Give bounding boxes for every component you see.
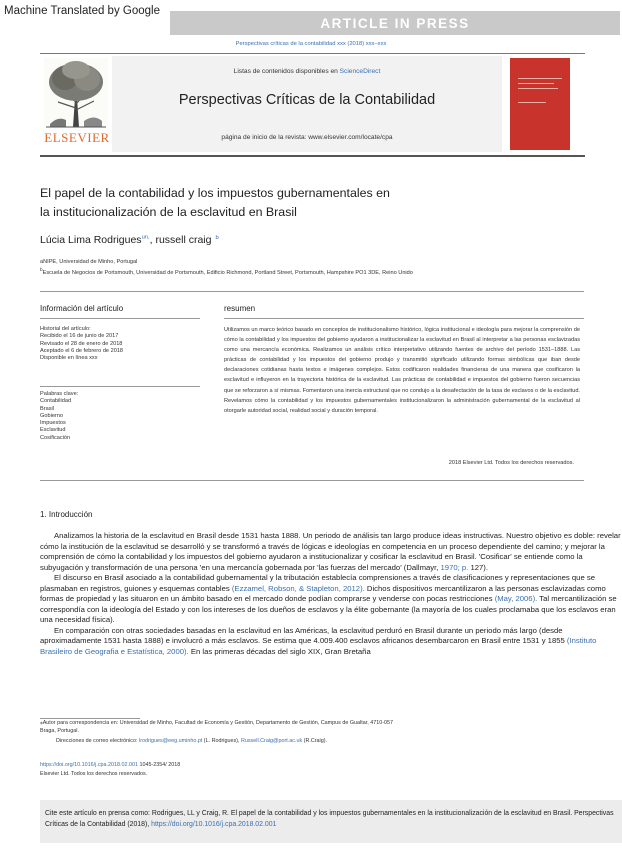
- introduction-heading: 1. Introducción: [40, 510, 93, 519]
- abstract-divider: [224, 318, 584, 319]
- history-line: Recibido el 16 de junio de 2017: [40, 333, 119, 340]
- history-line: Disponible en línea xxx: [40, 355, 98, 362]
- keywords-divider: [40, 386, 200, 387]
- sciencedirect-link[interactable]: ScienceDirect: [339, 68, 381, 75]
- keyword: Impuestos: [40, 420, 66, 427]
- author-affiliation-marker[interactable]: b: [215, 234, 219, 241]
- article-title-line: El papel de la contabilidad y los impuestos gubernamentales en: [40, 186, 390, 200]
- section-divider: [40, 291, 584, 292]
- citation-text: Cite este artículo en prensa como: Rodrigues, LL y Craig, R. El papel de la contabilidad y los impuestos gubernamentales en la institucionalización de la esclavitud en Brasil. Perspectivas Críticas de la Contabilidad (2018),: [45, 810, 614, 828]
- footnote-text: Autor para correspondencia en: Universidad de Minho, Facultad de Economía y Gestión, Departamento de Gestión, Campus de Gualtar, 4710-057: [42, 720, 393, 726]
- history-line: Historial del artículo:: [40, 326, 91, 332]
- article-title: [40, 184, 600, 222]
- article-info-heading: Información del artículo: [40, 304, 124, 313]
- author-affiliation-marker[interactable]: un,: [141, 234, 150, 241]
- keywords-label: Palabras clave:: [40, 391, 79, 397]
- email-owner: (R.Craig).: [302, 738, 328, 744]
- machine-translated-label: Machine Translated by Google: [4, 5, 160, 17]
- footnote-line: ⁎Autor para correspondencia en: Universidad de Minho, Facultad de Economía y Gestión, Departamento de Gestión, Campus de Gualtar, 4710-057: [40, 720, 393, 726]
- cover-title-line: [518, 83, 554, 84]
- article-history: [40, 326, 123, 362]
- abstract-heading: resumen: [224, 304, 256, 313]
- paragraph-text: El discurso en Brasil asociado a la contabilidad gubernamental y la tributación establecía comprensiones a través de clasificaciones y representaciones que se plasmaban en registros, guiones y esquemas contables: [40, 573, 595, 593]
- contents-line: [112, 68, 502, 75]
- body-paragraph: [40, 626, 622, 658]
- footnote-divider: [40, 718, 140, 719]
- cover-title-line: [518, 78, 562, 79]
- elsevier-wordmark[interactable]: ELSEVIER: [44, 130, 110, 145]
- paragraph-text: Tal mercantilización se correspondía con la ideología del Estado y con los intereses de los dueños de esclavos y la élite gobernante (la mayoría de los cuales proclamaba que los esclavos eran una necesidad física).: [40, 594, 617, 624]
- email-label: Direcciones de correo electrónico:: [56, 738, 139, 744]
- header-bottom-rule: [40, 155, 585, 157]
- body-paragraph: [40, 573, 622, 626]
- citation-link[interactable]: 1970; p.: [440, 562, 469, 572]
- keyword: Brasil: [40, 405, 54, 412]
- article-in-press-banner: ARTICLE IN PRESS: [170, 11, 620, 35]
- email-link[interactable]: Russell.Craig@port.ac.uk: [240, 738, 303, 744]
- contents-prefix: Listas de contenidos disponibles en: [233, 68, 340, 75]
- keyword: Cosificación: [40, 434, 71, 441]
- affiliation-text: Escuela de Negocios de Portsmouth, Universidad de Portsmouth, Edificio Richmond, Portland Street, Portsmouth, Hampshire PO1 3DE, Reino Unido: [42, 269, 413, 276]
- paragraph-text: En las primeras décadas del siglo XIX, Gran Bretaña: [188, 646, 371, 656]
- affiliation-b: [40, 267, 413, 276]
- citation-box: [40, 800, 622, 843]
- email-owner: (L. Rodrigues),: [202, 738, 241, 744]
- author-name[interactable]: , russell craig: [149, 234, 212, 246]
- journal-reference[interactable]: Perspectivas críticas de la contabilidad xxx (2018) xxx–xxx: [235, 41, 387, 47]
- history-line: Revisado el 28 de enero de 2018: [40, 340, 123, 347]
- journal-cover-thumbnail[interactable]: [510, 58, 570, 150]
- citation-doi-link[interactable]: https://doi.org/10.1016/j.cpa.2018.02.001: [151, 821, 277, 828]
- paragraph-text: En comparación con otras sociedades basadas en la esclavitud en las Américas, la esclavitud perduró en Brasil durante un periodo más largo (desde aproximadamente 1531 hasta 1888) e involucró a más esclavos. Se estima que 4.009.400 esclavos africanos desembarcaron en Brasil entre 1531 y 1855: [40, 625, 567, 645]
- copyright-notice: 2018 Elsevier Ltd. Todos los derechos reservados.: [448, 460, 574, 466]
- abstract-text: Utilizamos un marco teórico basado en conceptos de institucionalismo histórico, lógica institucional e ideología para mejorar la comprensión de cómo la contabilidad y los impuestos del gobierno ayudaron a institucionalizar la esclavitud en Brasil al interpretar a las personas esclavizadas como una mercancía económica. Realizamos un análisis crítico interpretativo utilizando fuentes de archivo del período 1531–1888. Las prácticas de contabilidad y los impuestos del gobierno produjo y transmitió significado utilizando formas simbólicas que iban desde declaraciones cotidianas hasta textos e imágenes complejos. Estos codificaron realidades financieras de una manera que cosificaron la esclavitud e influyeron en la trayectoria histórica de la esclavitud. Las prácticas de contabilidad e impuestos del gobierno fueron secuencias que se reforzaron a sí mismas. Fomentaron una inercia estructural que no condujo a la desafectación de la tasa de esclavos o de la esclavitud. Revelamos cómo la contabilidad y los impuestos gubernamentales institucionalizaron la administración gubernamental de la esclavitud al otorgarle autoridad social, realidad social y duración temporal.: [224, 327, 580, 414]
- footnote-line: Braga, Portugal.: [40, 727, 79, 734]
- affiliation-a: aNIPE, Universidad de Minho, Portugal: [40, 259, 138, 265]
- info-divider: [40, 318, 200, 319]
- abstract-bottom-divider: [40, 480, 584, 481]
- cover-title-line: [518, 88, 558, 89]
- email-link[interactable]: lrodrigues@eeg.uminho.pt: [139, 738, 203, 744]
- doi-link[interactable]: https://doi.org/10.1016/j.cpa.2018.02.001: [40, 762, 139, 768]
- header-top-rule: [40, 53, 585, 54]
- corresponding-author-note: [40, 720, 393, 746]
- keyword: Contabilidad: [40, 398, 72, 405]
- article-title-line: la institucionalización de la esclavitud en Brasil: [40, 205, 297, 219]
- keyword: Gobierno: [40, 412, 64, 419]
- paragraph-text: Dichos dispositivos mercantilizaron a las personas esclavizadas como formas de propiedad y las situaron en un ámbito basado en el mercado donde podían comprarse y venderse con pocas restricciones: [40, 583, 606, 603]
- paragraph-text: 127).: [468, 562, 488, 572]
- author-list: [40, 234, 219, 246]
- citation-link[interactable]: (Instituto Brasileiro de Geografia e Estatística, 2000).: [40, 636, 597, 656]
- affiliation-marker: b: [40, 267, 43, 272]
- author-name[interactable]: Lúcia Lima Rodrigues: [40, 234, 142, 246]
- citation-link[interactable]: (Ezzamel, Robson, & Stapleton, 2012).: [231, 583, 365, 593]
- rights-line: Elsevier Ltd. Todos los derechos reservados.: [40, 771, 148, 777]
- keywords-list: [40, 391, 78, 442]
- introduction-body: [40, 531, 622, 657]
- cover-title-line: [518, 102, 546, 103]
- journal-homepage[interactable]: página de inicio de la revista: www.elsevier.com/locate/cpa: [221, 134, 393, 141]
- footnote-line: [40, 738, 393, 746]
- doi-line: [40, 762, 180, 770]
- keyword: Esclavitud: [40, 427, 66, 434]
- body-paragraph: [40, 531, 622, 573]
- citation-link[interactable]: (May, 2006).: [494, 594, 538, 603]
- issn-text: 1045-2354/ 2018: [138, 762, 181, 768]
- journal-title: Perspectivas Críticas de la Contabilidad: [178, 92, 436, 108]
- paragraph-text: Analizamos la historia de la esclavitud en Brasil desde 1531 hasta 1888. Un periodo de análisis tan largo produce ideas instructivas. Nuestro objetivo es doble: revelar cómo la institución de la esclavitud se desarrolló y se transformó a través de lógicas e ideologías en competencia en un proceso dependiente del camino; y mejorar la comprensión de cómo la contabilidad y los impuestos del gobierno ayudaron a institucionalizar y cosificar la esclavitud en Brasil. 'Cosificar' se entiende como la subyugación y transformación de una persona 'en una mercancía gobernada por 'las fuerzas del mercado' (Dallmayr,: [40, 531, 621, 572]
- elsevier-tree-logo: [44, 58, 108, 128]
- history-line: Aceptado el 6 de febrero de 2018: [40, 347, 124, 354]
